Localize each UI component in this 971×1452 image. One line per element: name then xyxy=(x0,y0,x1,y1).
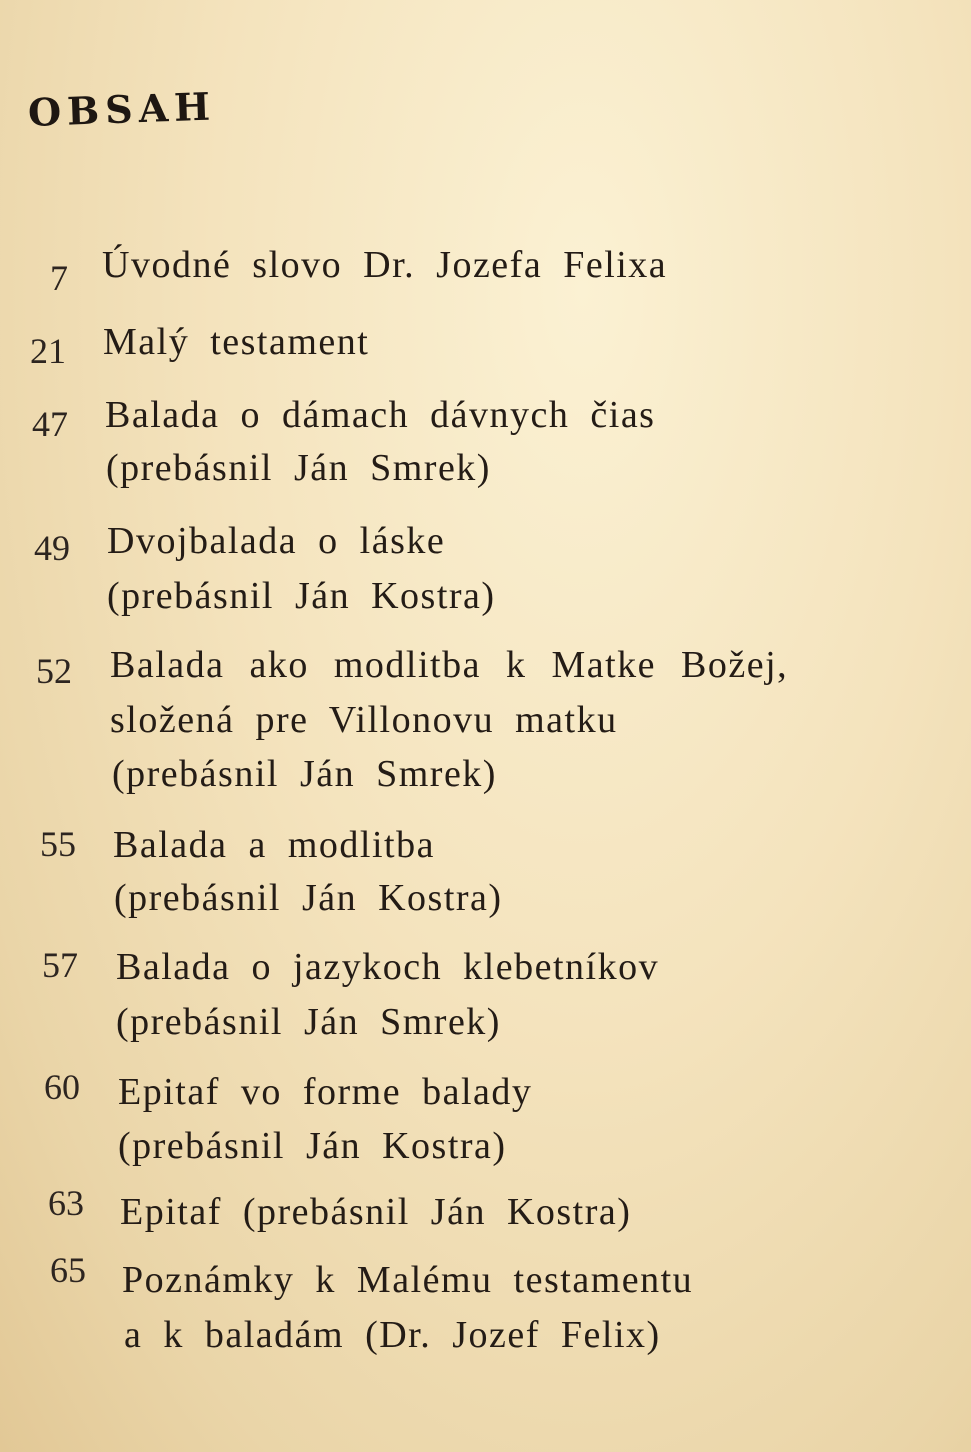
toc-page-number: 47 xyxy=(32,404,68,444)
toc-page-number: 7 xyxy=(50,258,68,298)
toc-title-continuation: (prebásnil Ján Kostra) xyxy=(114,877,503,919)
toc-title: Úvodné slovo Dr. Jozefa Felixa xyxy=(102,244,668,286)
toc-title-continuation: (prebásnil Ján Smrek) xyxy=(112,753,497,795)
toc-page-number: 52 xyxy=(36,651,72,691)
toc-title: Balada ako modlitba k Matke Božej, xyxy=(110,644,789,686)
toc-page-number: 55 xyxy=(40,824,76,864)
toc-title: Malý testament xyxy=(103,321,370,363)
toc-title-continuation: složená pre Villonovu matku xyxy=(110,699,618,741)
toc-title-continuation: (prebásnil Ján Kostra) xyxy=(118,1125,507,1167)
toc-title: Epitaf vo forme balady xyxy=(118,1071,533,1113)
toc-page-number: 57 xyxy=(42,945,78,985)
toc-page-number: 21 xyxy=(30,331,66,371)
toc-title-continuation: a k baladám (Dr. Jozef Felix) xyxy=(124,1314,661,1356)
toc-title-continuation: (prebásnil Ján Smrek) xyxy=(116,1001,501,1043)
toc-page-number: 65 xyxy=(50,1250,86,1290)
toc-title: Balada a modlitba xyxy=(113,824,435,866)
toc-page-number: 63 xyxy=(48,1183,84,1223)
toc-title: Poznámky k Malému testamentu xyxy=(122,1259,694,1301)
page-title: OBSAH xyxy=(27,83,217,135)
toc-title: Balada o dámach dávnych čias xyxy=(105,394,656,436)
toc-title-continuation: (prebásnil Ján Kostra) xyxy=(107,575,496,617)
toc-page-number: 60 xyxy=(44,1067,80,1107)
toc-page-number: 49 xyxy=(34,528,70,568)
toc-title: Epitaf (prebásnil Ján Kostra) xyxy=(120,1191,632,1233)
toc-title-continuation: (prebásnil Ján Smrek) xyxy=(106,447,491,489)
toc-title: Balada o jazykoch klebetníkov xyxy=(116,946,660,988)
toc-title: Dvojbalada o láske xyxy=(107,520,446,562)
